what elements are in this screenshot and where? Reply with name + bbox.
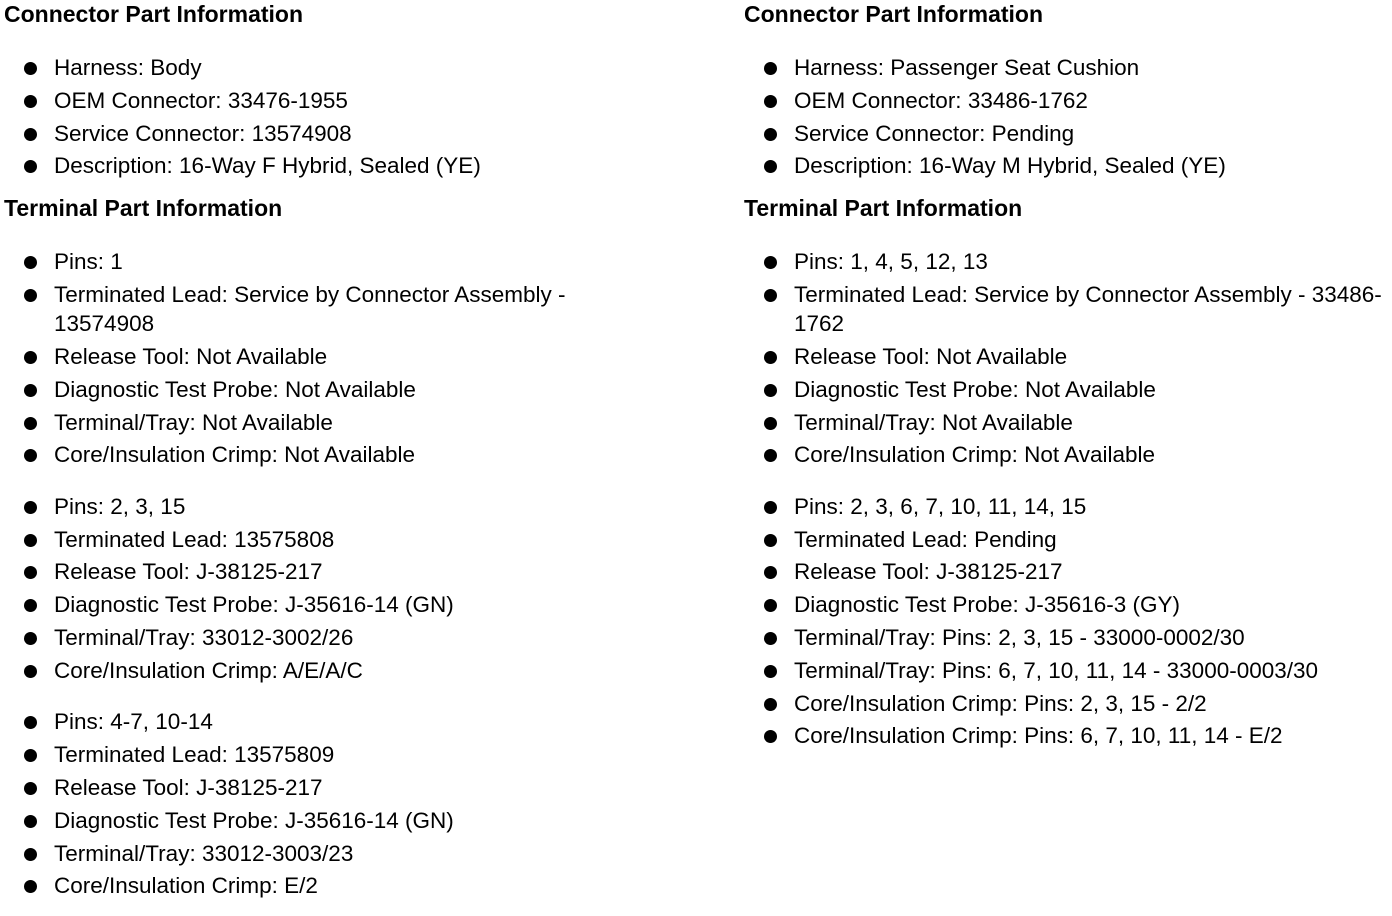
connector-list [744, 53, 1392, 181]
list-item: Service Connector: 13574908 [4, 119, 734, 149]
bullet-icon [24, 632, 37, 645]
left-column [4, 0, 734, 904]
bullet-icon [24, 417, 37, 430]
list-item: Pins: 2, 3, 6, 7, 10, 11, 14, 15 [744, 492, 1392, 522]
bullet-icon [24, 815, 37, 828]
bullet-icon [24, 848, 37, 861]
bullet-icon [24, 716, 37, 729]
list-item: Description: 16-Way M Hybrid, Sealed (YE) [744, 151, 1392, 181]
list-item: Harness: Body [4, 53, 734, 83]
terminal-heading: Terminal Part Information [4, 194, 283, 221]
terminal-group [4, 247, 734, 470]
list-item: Description: 16-Way F Hybrid, Sealed (YE) [4, 151, 734, 181]
bullet-icon [764, 289, 777, 302]
connector-heading: Connector Part Information [4, 1, 304, 27]
connector-list [4, 53, 734, 181]
bullet-icon [764, 62, 777, 75]
terminal-group [744, 247, 1392, 470]
list-item: Terminated Lead: Service by Connector Assembly - 13574908 [4, 280, 734, 339]
list-item: Terminated Lead: Pending [744, 525, 1392, 555]
list-item: Terminal/Tray: Not Available [4, 408, 734, 438]
bullet-icon [24, 534, 37, 547]
bullet-icon [24, 665, 37, 678]
bullet-icon [24, 351, 37, 364]
bullet-icon [764, 665, 777, 678]
list-item: Service Connector: Pending [744, 119, 1392, 149]
bullet-icon [764, 95, 777, 108]
list-item: Harness: Passenger Seat Cushion [744, 53, 1392, 83]
bullet-icon [764, 566, 777, 579]
bullet-icon [24, 782, 37, 795]
list-item: Pins: 1 [4, 247, 734, 277]
bullet-icon [24, 749, 37, 762]
list-item: Terminated Lead: Service by Connector Assembly - 33486-1762 [744, 280, 1392, 339]
list-item: Diagnostic Test Probe: Not Available [4, 375, 734, 405]
list-item: Terminated Lead: 13575808 [4, 525, 734, 555]
bullet-icon [24, 62, 37, 75]
terminal-group [4, 492, 734, 685]
list-item: Diagnostic Test Probe: J-35616-14 (GN) [4, 806, 734, 836]
bullet-icon [24, 384, 37, 397]
bullet-icon [24, 501, 37, 514]
list-item: Release Tool: Not Available [744, 342, 1392, 372]
bullet-icon [764, 449, 777, 462]
list-item: Core/Insulation Crimp: Pins: 2, 3, 15 - 2/2 [744, 689, 1392, 719]
bullet-icon [24, 256, 37, 269]
list-item: Terminal/Tray: Not Available [744, 408, 1392, 438]
list-item: Release Tool: J-38125-217 [744, 557, 1392, 587]
bullet-icon [764, 256, 777, 269]
bullet-icon [764, 730, 777, 743]
bullet-icon [24, 289, 37, 302]
list-item: Core/Insulation Crimp: Pins: 6, 7, 10, 11, 14 - E/2 [744, 721, 1392, 751]
list-item: OEM Connector: 33476-1955 [4, 86, 734, 116]
bullet-icon [764, 599, 777, 612]
list-item: Release Tool: Not Available [4, 342, 734, 372]
bullet-icon [24, 566, 37, 579]
list-item: Terminal/Tray: Pins: 6, 7, 10, 11, 14 - 33000-0003/30 [744, 656, 1392, 686]
list-item: Core/Insulation Crimp: Not Available [744, 440, 1392, 470]
terminal-group [4, 707, 734, 900]
terminal-group [744, 492, 1392, 751]
bullet-icon [24, 160, 37, 173]
bullet-icon [764, 632, 777, 645]
bullet-icon [764, 128, 777, 141]
bullet-icon [764, 501, 777, 514]
bullet-icon [24, 599, 37, 612]
bullet-icon [764, 384, 777, 397]
bullet-icon [24, 95, 37, 108]
list-item: Terminated Lead: 13575809 [4, 740, 734, 770]
bullet-icon [764, 351, 777, 364]
list-item: Core/Insulation Crimp: Not Available [4, 440, 734, 470]
list-item: Pins: 1, 4, 5, 12, 13 [744, 247, 1392, 277]
bullet-icon [24, 128, 37, 141]
list-item: Release Tool: J-38125-217 [4, 557, 734, 587]
terminal-heading: Terminal Part Information [744, 194, 1023, 221]
list-item: Diagnostic Test Probe: Not Available [744, 375, 1392, 405]
right-column [744, 0, 1392, 754]
list-item: Pins: 2, 3, 15 [4, 492, 734, 522]
list-item: Terminal/Tray: Pins: 2, 3, 15 - 33000-0002/30 [744, 623, 1392, 653]
bullet-icon [764, 698, 777, 711]
list-item: OEM Connector: 33486-1762 [744, 86, 1392, 116]
bullet-icon [764, 534, 777, 547]
list-item: Pins: 4-7, 10-14 [4, 707, 734, 737]
list-item: Terminal/Tray: 33012-3002/26 [4, 623, 734, 653]
bullet-icon [764, 160, 777, 173]
list-item: Core/Insulation Crimp: A/E/A/C [4, 656, 734, 686]
list-item: Terminal/Tray: 33012-3003/23 [4, 839, 734, 869]
bullet-icon [24, 449, 37, 462]
list-item: Core/Insulation Crimp: E/2 [4, 871, 734, 901]
list-item: Release Tool: J-38125-217 [4, 773, 734, 803]
list-item: Diagnostic Test Probe: J-35616-3 (GY) [744, 590, 1392, 620]
bullet-icon [764, 417, 777, 430]
connector-heading: Connector Part Information [744, 1, 1044, 27]
list-item: Diagnostic Test Probe: J-35616-14 (GN) [4, 590, 734, 620]
bullet-icon [24, 880, 37, 893]
